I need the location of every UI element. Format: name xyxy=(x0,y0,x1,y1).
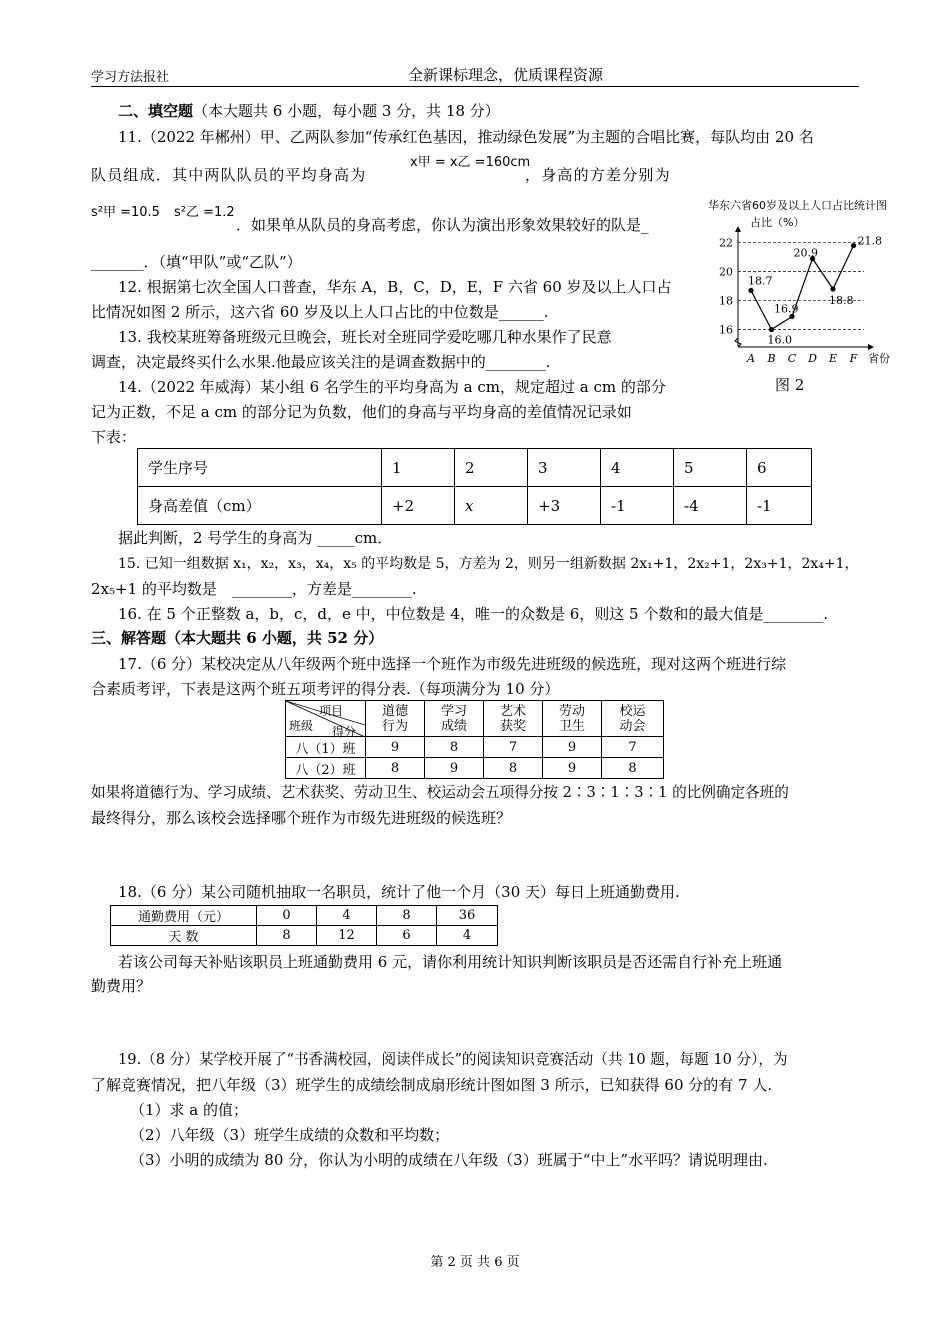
table-cell: 8 xyxy=(366,758,425,779)
q11-line2b: ，身高的方差分别为 xyxy=(525,166,671,184)
header-cell xyxy=(366,701,425,737)
header-text: 艺术 xyxy=(499,703,526,719)
x-tick-label: D xyxy=(808,352,817,365)
corner-top: 项目 xyxy=(319,704,344,718)
table-cell: -1 xyxy=(601,487,674,525)
table-cell: 1 xyxy=(382,449,455,487)
q14-line1: 14.（2022 年威海）某小组 6 名学生的平均身高为 a cm，规定超过 a cm 的部分 xyxy=(118,378,666,396)
data-label: 18.7 xyxy=(748,274,773,288)
table-cell: 5 xyxy=(674,449,747,487)
chart-xlabel: 省份 xyxy=(868,352,890,365)
header-text: 校运 xyxy=(619,703,646,719)
header-center: 全新课标理念，优质课程资源 xyxy=(408,66,604,84)
data-point xyxy=(830,286,835,291)
figure2-caption: 图 2 xyxy=(775,376,805,394)
header-rule xyxy=(91,86,859,87)
q11-formula-var2: s²乙 =1.2 xyxy=(174,205,235,220)
q17-table xyxy=(285,700,664,779)
q19-line2: 了解竞赛情况，把八年级（3）班学生的成绩绘制成扇形统计图如图 3 所示，已知获得 60 分的有 7 人. xyxy=(91,1076,773,1094)
table-cell: 7 xyxy=(602,737,664,758)
line-chart xyxy=(704,212,914,387)
x-tick-label: A xyxy=(747,352,755,365)
header-cell xyxy=(543,701,602,737)
x-tick-label: C xyxy=(787,352,797,365)
q11-line2a: 队员组成．其中两队队员的平均身高为 xyxy=(91,166,367,184)
q13-line1: 13. 我校某班筹备班级元旦晚会，班长对全班同学爱吃哪几种水果作了民意 xyxy=(118,328,612,346)
q17-line4: 最终得分，那么该校会选择哪个班作为市级先进班级的候选班？ xyxy=(91,809,512,827)
q14-after: 据此判断，2 号学生的身高为 _____cm． xyxy=(118,529,393,547)
table-cell: 9 xyxy=(543,737,602,758)
x-tick-label: E xyxy=(828,352,838,365)
table-cell: 8 xyxy=(425,737,484,758)
header-text: 获奖 xyxy=(499,718,526,734)
section2-note: （本大题共 6 小题，每小题 3 分，共 18 分） xyxy=(193,102,500,120)
q11-line4: _______．（填“甲队”或“乙队”） xyxy=(91,253,302,271)
q18-table xyxy=(110,905,498,946)
header-cell xyxy=(484,701,543,737)
corner-left: 班级 xyxy=(289,719,314,733)
table-cell: 八（1）班 xyxy=(286,737,366,758)
table-cell: 学生序号 xyxy=(138,449,382,487)
table-row xyxy=(286,758,664,779)
header-text: 动会 xyxy=(619,718,646,734)
q11-line1: 11.（2022 年郴州）甲、乙两队参加“传承红色基因，推动绿色发展”为主题的合唱比赛，每队均由 20 名 xyxy=(118,128,814,146)
q19-sub1: （1）求 a 的值； xyxy=(130,1101,249,1119)
q11-formula-var1: s²甲 =10.5 xyxy=(91,205,160,220)
table-cell: 12 xyxy=(317,926,377,946)
q19-sub2: （2）八年级（3）班学生成绩的众数和平均数； xyxy=(130,1126,450,1144)
table-cell: 6 xyxy=(377,926,437,946)
q15-line2: 2x₅+1 的平均数是 ________，方差是________. xyxy=(91,580,417,598)
header-text: 成绩 xyxy=(440,718,467,734)
q18-line2: 若该公司每天补贴该职员上班通勤费用 6 元，请你利用统计知识判断该职员是否还需自行补充上班通 xyxy=(118,953,783,971)
table-row xyxy=(111,906,498,926)
q17-line2: 合素质考评，下表是这两个班五项考评的得分表.（每项满分为 10 分） xyxy=(91,680,560,698)
table-cell: -4 xyxy=(674,487,747,525)
q19-sub3: （3）小明的成绩为 80 分，你认为小明的成绩在八年级（3）班属于“中上”水平吗？请说明理由. xyxy=(130,1151,768,1169)
table-cell: 八（2）班 xyxy=(286,758,366,779)
table-cell: -1 xyxy=(747,487,812,525)
table-cell: 6 xyxy=(747,449,812,487)
y-tick-label: 20 xyxy=(719,265,733,279)
table-cell: 0 xyxy=(257,906,317,926)
q14-line2: 记为正数，不足 a cm 的部分记为负数，他们的身高与平均身高的差值情况记录如 xyxy=(91,403,632,421)
q17-line3: 如果将道德行为、学习成绩、艺术获奖、劳动卫生、校运动会五项得分按 2∶3∶1∶3∶1 的比例确定各班的 xyxy=(91,784,789,801)
q11-line3: ．如果单从队员的身高考虑，你认为演出形象效果较好的队是_ xyxy=(236,216,649,234)
x-tick-label: B xyxy=(767,352,776,365)
y-tick-label: 22 xyxy=(719,236,733,250)
table-cell: 7 xyxy=(484,737,543,758)
q13-line2: 调查，决定最终买什么水果.他最应该关注的是调查数据中的________. xyxy=(91,353,551,371)
x-tick-label: F xyxy=(849,352,858,365)
header-cell xyxy=(425,701,484,737)
table-cell: 3 xyxy=(528,449,601,487)
table-cell: 9 xyxy=(543,758,602,779)
table-cell: 8 xyxy=(484,758,543,779)
table-cell: 36 xyxy=(437,906,498,926)
q12-line1: 12. 根据第七次全国人口普查，华东 A，B，C，D，E，F 六省 60 岁及以上人口占 xyxy=(118,278,672,296)
data-label: 20.9 xyxy=(793,246,818,260)
chart-ylabel: 占比（%） xyxy=(750,216,805,229)
x-axis-arrow xyxy=(868,344,874,350)
table-cell: 8 xyxy=(602,758,664,779)
q18-line3: 勤费用？ xyxy=(91,977,152,995)
table-row xyxy=(286,701,664,737)
table-cell: 2 xyxy=(455,449,528,487)
table-cell: 9 xyxy=(425,758,484,779)
y-tick-label: 18 xyxy=(719,294,733,308)
data-label: 16.0 xyxy=(767,333,792,347)
table-cell: 9 xyxy=(366,737,425,758)
section3-title: 三、解答题（本大题共 6 小题，共 52 分） xyxy=(91,629,384,647)
q15-line1: 15. 已知一组数据 x₁，x₂，x₃，x₄，x₅ 的平均数是 5，方差为 2，则另一组新数据 2x₁+1，2x₂+1，2x₃+1，2x₄+1， xyxy=(118,556,859,572)
header-text: 道德 xyxy=(381,703,408,719)
header-text: 学习 xyxy=(440,703,467,719)
table-cell: 8 xyxy=(257,926,317,946)
page-footer: 第 2 页 共 6 页 xyxy=(430,1255,520,1270)
table-row xyxy=(138,487,812,525)
q18-line1: 18.（6 分）某公司随机抽取一名职员，统计了他一个月（30 天）每日上班通勤费用. xyxy=(118,883,680,901)
corner-cell xyxy=(286,701,366,737)
table-cell: 身高差值（cm） xyxy=(138,487,382,525)
q12-line2: 比情况如图 2 所示，这六省 60 岁及以上人口占比的中位数是______. xyxy=(91,303,549,321)
section2-title: 二、填空题 xyxy=(118,102,194,120)
q16-line1: 16. 在 5 个正整数 a，b，c，d，e 中，中位数是 4，唯一的众数是 6，则这 5 个数和的最大值是________. xyxy=(118,605,829,623)
corner-bottom: 得分 xyxy=(332,725,357,739)
header-text: 卫生 xyxy=(558,718,585,734)
data-label: 21.8 xyxy=(857,234,882,248)
data-point xyxy=(769,327,774,332)
q14-table xyxy=(137,448,812,525)
table-cell: +3 xyxy=(528,487,601,525)
q11-formula-mean: x甲 = x乙 =160cm xyxy=(410,155,531,170)
data-point xyxy=(748,288,753,293)
q14-line3: 下表： xyxy=(91,428,137,446)
chart-title: 华东六省60岁及以上人口占比统计图 xyxy=(708,199,887,212)
table-cell: +2 xyxy=(382,487,455,525)
header-cell xyxy=(602,701,664,737)
header-left: 学习方法报社 xyxy=(91,70,170,85)
header-text: 行为 xyxy=(381,718,408,734)
table-cell: 4 xyxy=(437,926,498,946)
table-cell: 4 xyxy=(317,906,377,926)
header-text: 劳动 xyxy=(558,703,585,719)
data-point xyxy=(851,243,856,248)
table-cell: 4 xyxy=(601,449,674,487)
table-cell: 通勤费用（元） xyxy=(111,906,257,926)
table-row xyxy=(111,926,498,946)
table-row xyxy=(138,449,812,487)
q17-line1: 17.（6 分）某校决定从八年级两个班中选择一个班作为市级先进班级的候选班，现对这两个班进行综 xyxy=(118,655,787,673)
section2-heading xyxy=(118,101,500,121)
table-cell: 天 数 xyxy=(111,926,257,946)
data-label: 16.9 xyxy=(774,302,799,316)
table-cell: x xyxy=(455,487,528,525)
table-cell: 8 xyxy=(377,906,437,926)
data-label: 18.8 xyxy=(829,294,854,307)
q19-line1: 19.（8 分）某学校开展了“书香满校园，阅读伴成长”的阅读知识竞赛活动（共 10 题，每题 10 分），为 xyxy=(118,1051,788,1068)
y-axis-arrow xyxy=(735,226,741,232)
y-tick-label: 16 xyxy=(719,323,733,337)
